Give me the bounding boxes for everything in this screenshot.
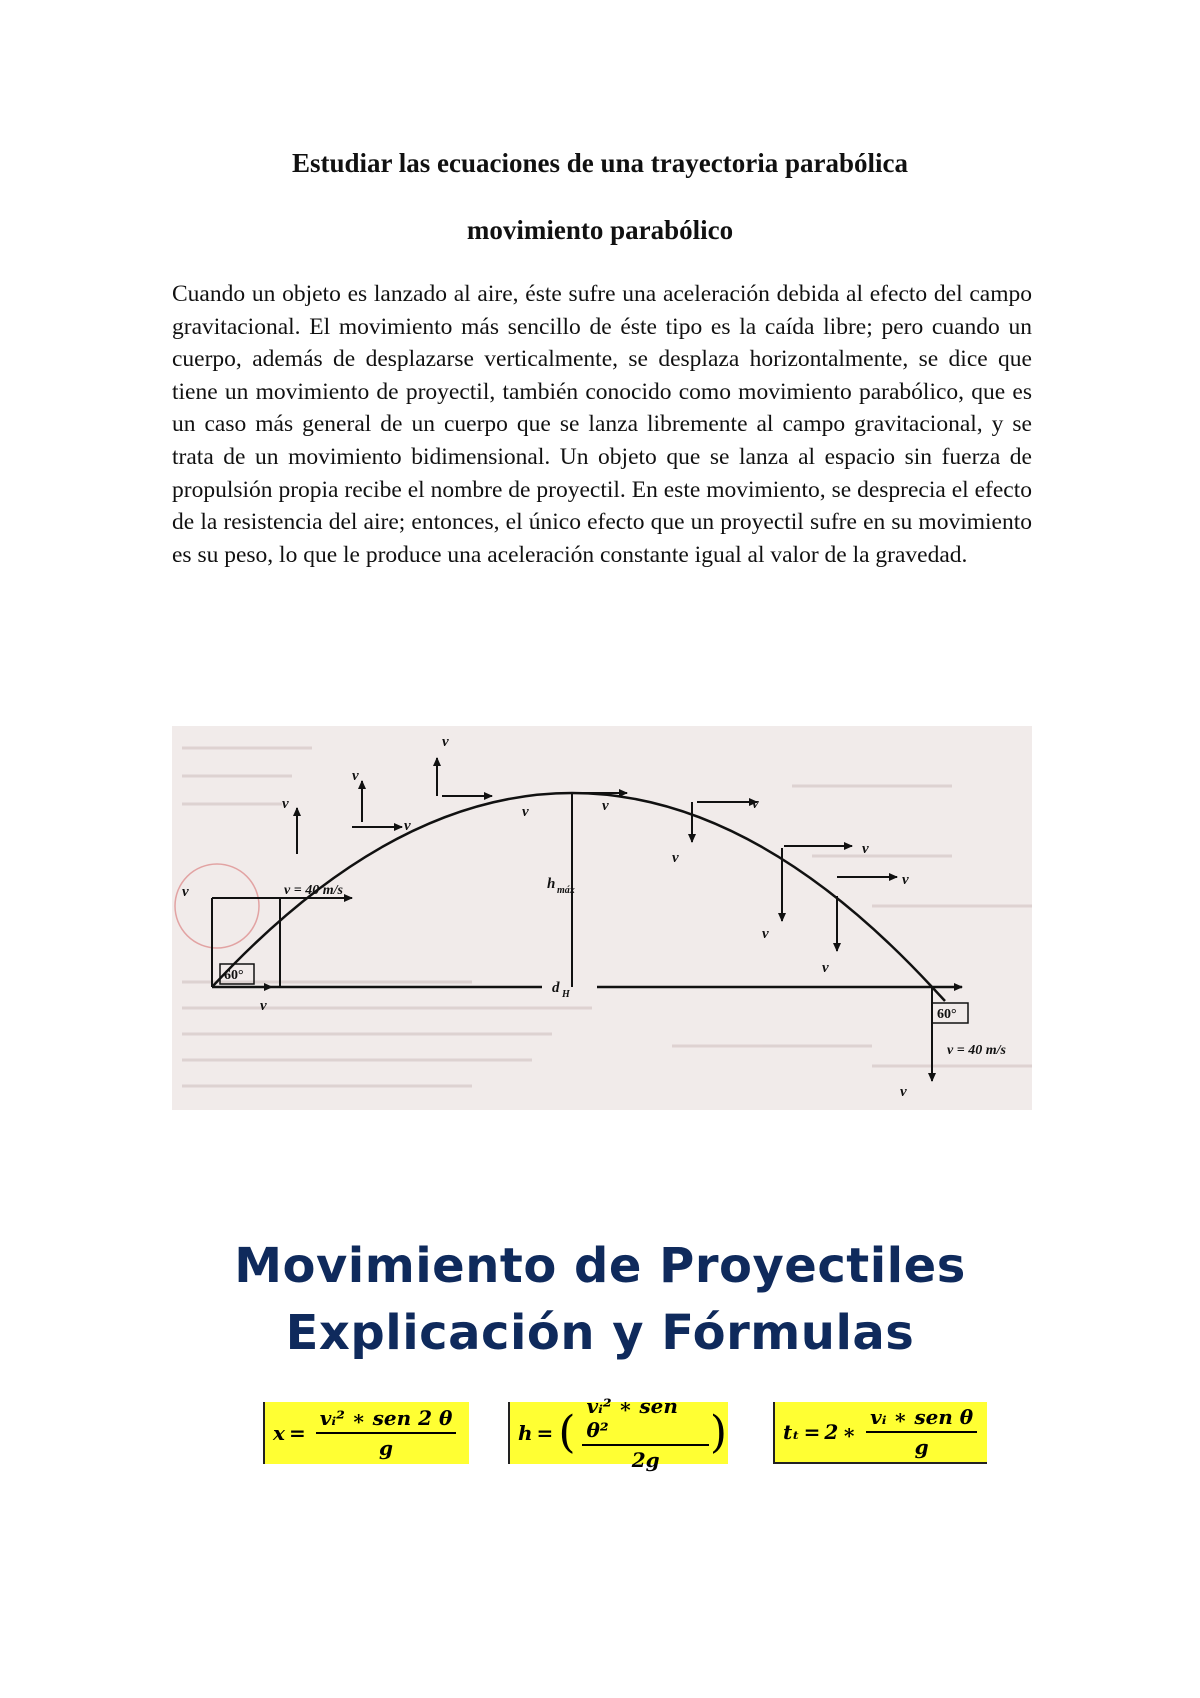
label-vv-6: v [822,960,829,976]
range-formula-denominator: g [379,1436,393,1460]
document-subtitle: movimiento parabólico [466,215,734,245]
document-title: Estudiar las ecuaciones de una trayectoria parabólica [292,148,908,178]
label-hmax-sub: máx [557,885,575,896]
label-vv-impact: v [900,1084,907,1100]
label-vh-apex: v [602,798,609,814]
time-formula-operator: ∗ [842,1420,857,1444]
equals-sign: = [803,1420,821,1444]
label-angle-launch: 60° [224,968,244,983]
banner-line-1: Movimiento de Proyectiles [234,1238,966,1294]
time-formula-fraction [866,1405,977,1459]
trajectory-continuation [932,987,945,1001]
equals-sign: = [288,1421,306,1445]
label-v-launch: v = 40 m/s [284,883,343,898]
label-vh-1: v [404,818,411,834]
height-formula-denominator: 2g [631,1448,660,1472]
label-vh-3: v [862,841,869,857]
height-formula-numerator: vᵢ² ∗ sen θ² [582,1394,708,1446]
right-paren: ) [709,1407,727,1458]
label-vv-1: v [282,796,289,812]
range-formula-fraction [316,1406,457,1460]
equals-sign: = [536,1421,554,1445]
label-vv-launch: v [182,884,189,900]
label-vh-4: v [902,872,909,888]
label-vv-2: v [352,768,359,784]
label-vv-4: v [672,850,679,866]
label-hmax: h [547,876,556,892]
time-formula [773,1402,987,1464]
height-formula [508,1394,728,1472]
label-vh-ground: v [260,998,267,1014]
label-v-impact: v = 40 m/s [947,1043,1006,1058]
time-formula-numerator: vᵢ ∗ sen θ [866,1405,977,1433]
label-angle-impact: 60° [937,1007,957,1022]
label-dh: d [552,980,560,996]
body-paragraph: Cuando un objeto es lanzado al aire, éste sufre una aceleración debida al efecto del campo gravitacional. El movimiento más sencillo de éste tipo es la caída libre; pero cuando un cuerpo, además de desplazarse verticalmente, se desplaza horizontalmente, se dice que tiene un movimiento de proyectil, también conocido como movimiento parabólico, que es un caso más general de un cuerpo que se lanza libremente al campo gravitacional, y se trata de un movimiento bidimensional. Un objeto que se lanza al espacio sin fuerza de propulsión propia recibe el nombre de proyectil. En este movimiento, se desprecia el efecto de la resistencia del aire; entonces, el único efecto que un proyectil sufre en su movimiento es su peso, lo que le produce una aceleración constante igual al valor de la gravedad. [172,281,1032,568]
pink-circle-mark [175,864,259,948]
trajectory-diagram [172,726,1032,1110]
label-vv-3: v [442,734,449,750]
time-formula-coefficient: 2 [824,1420,839,1444]
label-vh-apex-left: v [522,804,529,820]
label-dh-sub: H [562,989,570,1000]
label-vv-5: v [762,926,769,942]
left-paren: ( [558,1407,576,1458]
label-vh-2: v [752,796,759,812]
banner-line-2: Explicación y Fórmulas [285,1305,915,1361]
range-formula-numerator: vᵢ² ∗ sen 2 θ [316,1406,457,1434]
time-formula-denominator: g [914,1435,929,1459]
trajectory-figure [172,726,1032,1110]
range-formula-lhs: x [273,1421,285,1445]
height-formula-fraction [582,1394,708,1472]
range-formula [263,1402,469,1464]
time-formula-lhs: tₜ [783,1420,800,1444]
height-formula-lhs: h [518,1421,533,1445]
